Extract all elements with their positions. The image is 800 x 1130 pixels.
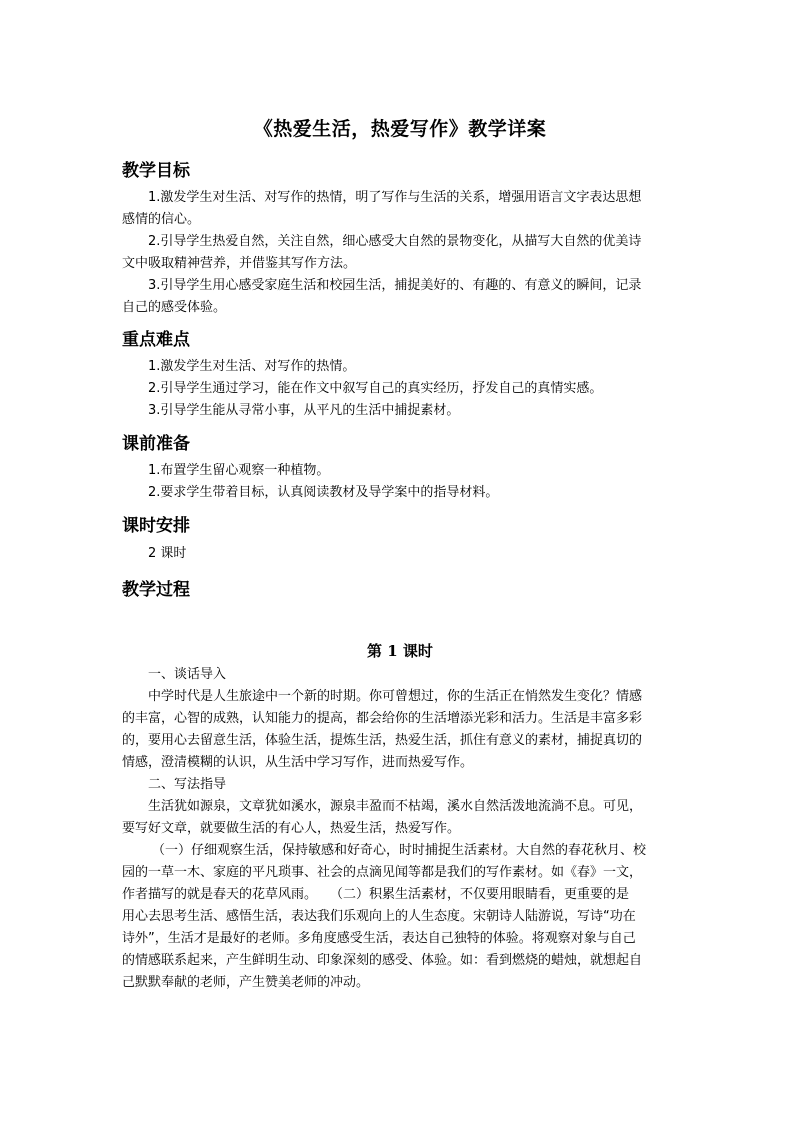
- paragraph-line: 己默默奉献的老师，产生赞美老师的冲动。: [122, 975, 370, 990]
- paragraph-line: 自己的感受体验。: [122, 300, 227, 315]
- section-heading-goals: 教学目标: [122, 161, 190, 181]
- paragraph-line: 2.引导学生热爱自然，关注自然，细心感受大自然的景物变化，从描写大自然的优美诗: [148, 234, 642, 249]
- paragraph-line: 用心去思考生活、感悟生活，表达我们乐观向上的人生态度。宋朝诗人陆游说，写诗“功在: [122, 909, 636, 924]
- lesson-title: 第 1 课时: [367, 642, 433, 660]
- paragraph-line: 1.布置学生留心观察一种植物。: [148, 463, 330, 478]
- paragraph-line: 2.引导学生通过学习，能在作文中叙写自己的真实经历，抒发自己的真情实感。: [148, 381, 603, 396]
- section-heading-prep: 课前准备: [122, 434, 190, 454]
- paragraph-line: 作者描写的就是春天的花草风雨。 （二）积累生活素材，不仅要用眼睛看，更重要的是: [122, 887, 630, 902]
- paragraph-line: 1.激发学生对生活、对写作的热情，明了写作与生活的关系，增强用语言文字表达思想: [148, 190, 642, 205]
- paragraph-line: 要写好文章，就要做生活的有心人，热爱生活，热爱写作。: [122, 821, 461, 836]
- paragraph-line: （一）仔细观察生活，保持敏感和好奇心，时时捕捉生活素材。大自然的春花秋月、校: [152, 843, 647, 858]
- paragraph-line: 的情感联系起来，产生鲜明生动、印象深刻的感受、体验。如：看到燃烧的蜡烛，就想起自: [122, 953, 643, 968]
- paragraph-line: 诗外”，生活才是最好的老师。多角度感受生活，表达自己独特的体验。将观察对象与自己: [122, 931, 636, 946]
- section-heading-process: 教学过程: [122, 580, 190, 600]
- paragraph-line: 生活犹如源泉，文章犹如溪水，源泉丰盈而不枯竭，溪水自然活泼地流淌不息。可见，: [148, 799, 643, 814]
- page-title: 《热爱生活，热爱写作》教学详案: [253, 118, 547, 140]
- paragraph-line: 中学时代是人生旅途中一个新的时期。你可曾想过，你的生活正在悄然发生变化？情感: [148, 689, 643, 704]
- section-heading-schedule: 课时安排: [122, 516, 190, 536]
- section-heading-keypoints: 重点难点: [122, 330, 190, 350]
- paragraph-line: 文中吸取精神营养，并借鉴其写作方法。: [122, 256, 357, 271]
- paragraph-line: 情感，澄清模糊的认识，从生活中学习写作，进而热爱写作。: [122, 755, 474, 770]
- paragraph-line: 2.要求学生带着目标，认真阅读教材及导学案中的指导材料。: [148, 485, 499, 500]
- paragraph-line: 3.引导学生能从寻常小事，从平凡的生活中捕捉素材。: [148, 403, 460, 418]
- paragraph-line: 一、谈话导入: [148, 667, 227, 682]
- paragraph-line: 3.引导学生用心感受家庭生活和校园生活，捕捉美好的、有趣的、有意义的瞬间，记录: [148, 278, 642, 293]
- paragraph-line: 1.激发学生对生活、对写作的热情。: [148, 359, 356, 374]
- paragraph-line: 的丰富，心智的成熟，认知能力的提高，都会给你的生活增添光彩和活力。生活是丰富多彩: [122, 711, 643, 726]
- paragraph-line: 园的一草一木、家庭的平凡琐事、社会的点滴见闻等都是我们的写作素材。如《春》一文，: [122, 865, 643, 880]
- paragraph-line: 2 课时: [148, 546, 187, 561]
- paragraph-line: 二、写法指导: [148, 777, 227, 792]
- paragraph-line: 的，要用心去留意生活，体验生活，提炼生活，热爱生活，抓住有意义的素材，捕捉真切的: [122, 733, 643, 748]
- paragraph-line: 感情的信心。: [122, 212, 201, 227]
